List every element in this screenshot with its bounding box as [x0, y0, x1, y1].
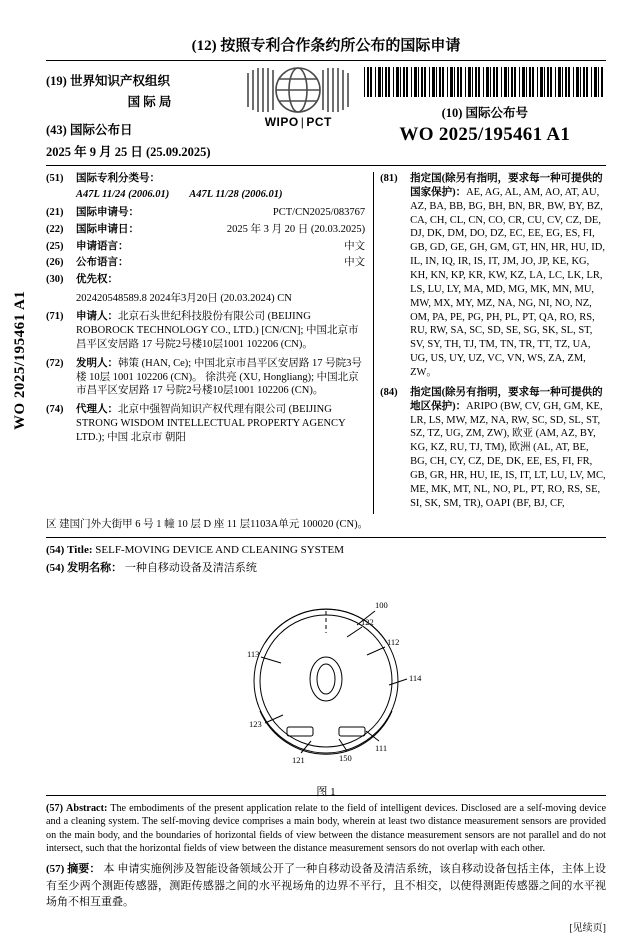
fig-label-114: 114: [409, 672, 422, 683]
field-label: 国际申请号：: [76, 206, 139, 218]
field-label: 优先权：: [76, 274, 118, 286]
field-code: (72): [46, 357, 64, 369]
title-cn-value: 一种自移动设备及清洁系统: [124, 561, 257, 574]
field-label: 国际申请日：: [76, 223, 139, 235]
title-en-row: [46, 544, 606, 556]
wipo-org-code: (19): [46, 74, 67, 88]
field-code: (26): [46, 257, 64, 269]
abstract-cn: [46, 861, 606, 911]
ipc-values: [76, 189, 365, 200]
figure-1: [46, 581, 606, 798]
abstract-en-code: (57): [46, 802, 63, 814]
field-code: (25): [46, 240, 64, 252]
wipo-wordmark-sep: |: [300, 115, 305, 129]
spine-publication-number: WO 2025/195461 A1: [12, 290, 28, 430]
field-code: (71): [46, 311, 64, 323]
fig-label-123: 123: [249, 718, 262, 729]
title-cn-row: [46, 559, 606, 575]
pub-date-value: 2025 年 9 月 25 日 (25.09.2025): [46, 145, 211, 159]
pub-date-label-row: [46, 120, 239, 138]
fig-label-122: 122: [361, 616, 374, 627]
field-body: [76, 403, 365, 445]
field-inventor: [46, 357, 365, 399]
abstract-cn-label: 摘要：: [67, 863, 101, 876]
robot-vacuum-drawing: [161, 581, 491, 776]
divider-title-top: [46, 537, 606, 538]
wipo-globe-icon: [246, 67, 350, 113]
pub-date-code: (43): [46, 123, 67, 137]
pub-number-text: 国际公布号: [465, 106, 529, 120]
title-cn-code: (54): [46, 561, 65, 574]
field-applicant: [46, 310, 365, 352]
wipo-logo-stripes: [246, 67, 350, 113]
title-section: [46, 544, 606, 575]
column-divider: [373, 172, 374, 514]
field-body: [76, 223, 365, 237]
wipo-org-name: 世界知识产权组织: [69, 74, 170, 88]
field-publication-language: [46, 256, 365, 270]
field-label: 公布语言：: [76, 257, 129, 269]
agent-address-continued: 区 建国门外大街甲 6 号 1 幢 10 层 D 座 11 层1103A单元 100020 (CN)。: [46, 518, 369, 530]
field-code: (21): [46, 206, 64, 218]
wipo-logo-block: [239, 67, 358, 127]
field-agent: [46, 403, 365, 445]
field-value: AE, AG, AL, AM, AO, AT, AU, AZ, BA, BB, BG, BH, BN, BR, BW, BY, BZ, CA, CH, CL, CN, CO, CR, CU, CV, CZ, DE, DJ, DK, DM, DO, DZ, EC, EE, EG, ES, FI, GB, GD, GE, GH, GM, GT, HN, HR, HU, ID, IL, IN, IQ, IR, IS, IT, JM, JO, JP, KE, KG, KH, KN, KP, KR, KW, KZ, LA, LC, LK, LR, LS, LU, LY, MA, MD, MG, MK, MN, MU, MW, MX, MY, MZ, NA, NG, NI, NO, NZ, OM, PA, PE, PG, PH, PL, PT, QA, RO, RS, RU, RW, SA, SC, SD, SE, SG, SK, SL, ST, SV, SY, TH, TJ, TM, TN, TR, TT, TZ, UA, UG, US, UY, UZ, VC, VN, WS, ZA, ZM, ZW。: [410, 186, 605, 379]
field-ipc: [46, 172, 365, 186]
field-application-number: [46, 206, 365, 220]
field-label: 申请语言：: [76, 240, 129, 252]
abstract-en: [46, 802, 606, 856]
abstract-en-text: The embodiments of the present application relate to the field of intelligent devices. Disclosed are a self-moving device and a cleaning system. The self-moving device comprises a main body, wherein at least two distance measurement sensors are provided on the main body, and the boundaries of horizontal fields of view between the distance measurement sensors are not parallel and do not intersect, such that the horizontal fields of view between the distance measurement sensors do not overlap with each other.: [46, 802, 606, 854]
field-value: PCT/CN2025/083767: [272, 206, 366, 218]
fig-label-113: 113: [247, 648, 260, 659]
wipo-wordmark: [246, 115, 350, 129]
document-body: [46, 34, 606, 934]
title-en-code: (54): [46, 543, 65, 556]
divider-top: [46, 60, 606, 61]
field-value: 北京石头世纪科技股份有限公司 (BEIJING ROBOROCK TECHNOLOGY CO., LTD.) [CN/CN]; 中国北京市昌平区安居路 17 号院2号楼10层1001 102206 (CN)。: [76, 311, 359, 350]
field-body: [76, 240, 365, 254]
ipc-value-2: A47L 11/28 (2006.01): [189, 188, 283, 200]
title-en-value: SELF-MOVING DEVICE AND CLEANING SYSTEM: [95, 543, 345, 556]
biblio-left-column: [46, 172, 373, 514]
fig-label-112: 112: [387, 636, 400, 647]
field-body: [76, 256, 365, 270]
pub-number-label: [364, 103, 606, 121]
header-right: [358, 67, 606, 146]
fig-label-111: 111: [375, 742, 388, 753]
fig-label-150: 150: [339, 752, 352, 763]
continuation-note: [见续页]: [569, 922, 606, 934]
page-title: (12) 按照专利合作条约所公布的国际申请: [191, 38, 461, 54]
divider-header-bottom: [46, 165, 606, 166]
figure-caption: 图 1: [316, 785, 336, 798]
field-filing-date: [46, 223, 365, 237]
field-value: 中文: [344, 257, 366, 269]
title-cn-label: 发明名称：: [67, 561, 123, 574]
wipo-wordmark-left: WIPO: [264, 115, 299, 129]
abstract-cn-code: (57): [46, 863, 65, 876]
field-value: 北京中强智尚知识产权代理有限公司 (BEIJING STRONG WISDOM INTELLECTUAL PROPERTY AGENCY LTD.); 中国 北京市 朝阳: [76, 404, 346, 444]
header-row: [46, 67, 606, 160]
field-body: [76, 357, 365, 399]
priority-value: 202420548589.8 2024年3月20日 (20.03.2024) CN: [76, 293, 292, 305]
wipo-org-line: [46, 71, 239, 89]
field-code: (81): [380, 173, 398, 184]
title-en-label: Title:: [67, 543, 93, 556]
field-value: ARIPO (BW, CV, GH, GM, KE, LR, LS, MW, MZ, NA, RW, SC, SD, SL, ST, SZ, TZ, UG, ZM, ZW), 欧亚 (AM, AZ, BY, KG, KZ, RU, TJ, TM), 欧洲 (AL, AT, BE, BG, CH, CY, CZ, DE, DK, EE, ES, FI, FR, GB, GR, HR, HU, IE, IS, IT, LT, LU, LV, MC, ME, MK, MT, NL, NO, PL, PT, RO, RS, SE, SI, SK, SM, TR), OAPI (BF, BJ, CF,: [410, 400, 606, 509]
pub-date-label: 国际公布日: [69, 123, 133, 137]
field-label: 代理人：: [76, 404, 118, 416]
field-code: (74): [46, 404, 64, 416]
pub-number-value: WO 2025/195461 A1: [399, 124, 571, 145]
field-label: 发明人：: [76, 357, 118, 369]
field-value: 韩策 (HAN, Ce); 中国北京市昌平区安居路 17 号院3号楼 10层 1001 102206 (CN)。 徐洪亮 (XU, Hongliang); 中国北京市昌平区安居路 17 号院2号楼10层1001 102206 (CN)。: [76, 357, 362, 397]
field-label: 国际专利分类号：: [76, 173, 160, 184]
field-code: (84): [380, 386, 398, 398]
field-filing-language: [46, 240, 365, 254]
field-value: 2025 年 3 月 20 日 (20.03.2025): [226, 223, 366, 235]
field-body: [76, 310, 365, 352]
biblio-right-column: [380, 172, 606, 514]
field-designated-regions: [380, 386, 606, 511]
field-body: [76, 206, 365, 220]
wipo-wordmark-right: PCT: [306, 115, 332, 129]
barcode: [364, 67, 604, 97]
international-bureau-label: 国 际 局: [127, 95, 172, 109]
fig-label-121: 121: [292, 754, 305, 765]
ipc-value-1: A47L 11/24 (2006.01): [76, 188, 170, 200]
field-label: 指定国(除另有指明，要求每一种可提供的国家保护)：: [410, 173, 603, 198]
biblio-columns: [46, 172, 606, 514]
field-value: 中文: [344, 240, 366, 252]
header-left: [46, 67, 239, 160]
field-priority: [46, 273, 365, 287]
abstract-cn-text: 本 申请实施例涉及智能设备领域公开了一种自移动设备及清洁系统，该自移动设备包括主体，主体上设有至少两个测距传感器，测距传感器之间的水平视场角的边界不平行，且不相交，以使得测距传感器之间的水平视场角不相互重叠。: [46, 863, 607, 909]
field-code: (22): [46, 223, 64, 235]
field-body: [410, 386, 606, 511]
field-label: 指定国(除另有指明，要求每一种可提供的地区保护)：: [410, 386, 603, 412]
field-designated-states: [380, 172, 606, 380]
field-body: [410, 172, 606, 380]
field-label: 申请人：: [76, 311, 118, 323]
field-code: (51): [46, 173, 64, 184]
pub-number-code: (10): [441, 106, 463, 120]
field-code: (30): [46, 274, 64, 286]
fig-label-100: 100: [375, 599, 388, 610]
wipo-logo-icon: [246, 67, 350, 127]
abstract-en-label: Abstract:: [66, 802, 108, 814]
